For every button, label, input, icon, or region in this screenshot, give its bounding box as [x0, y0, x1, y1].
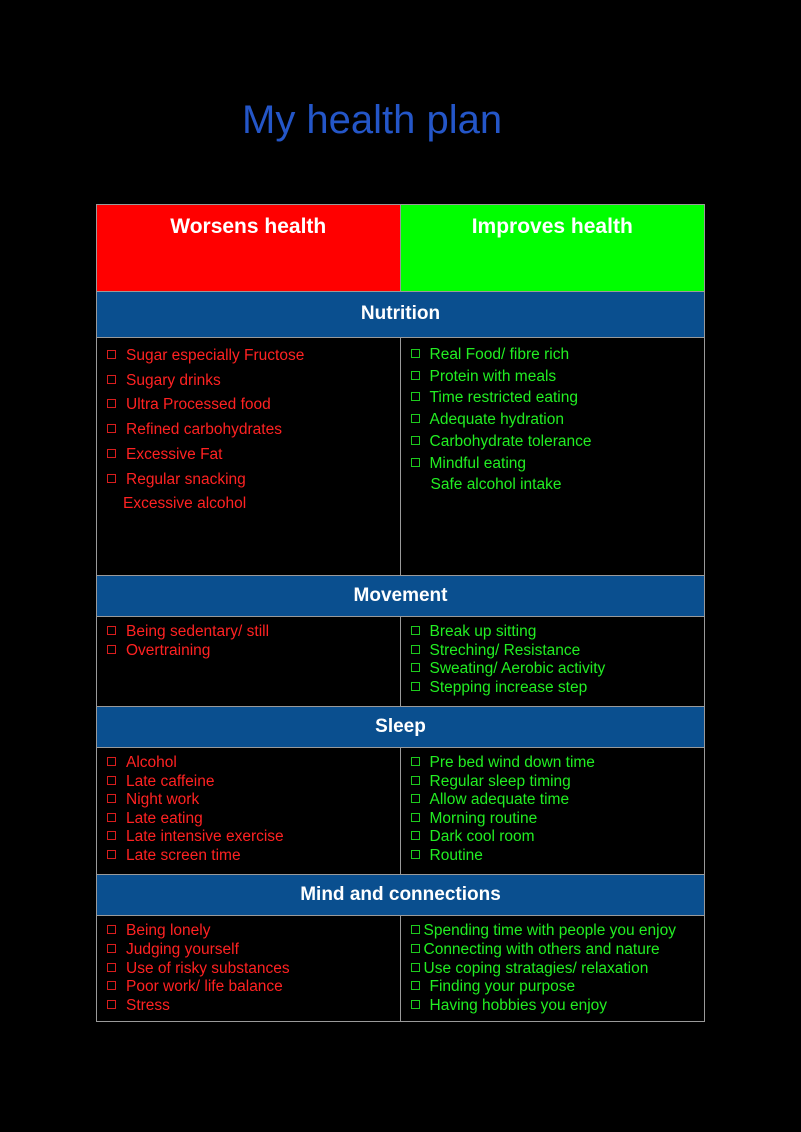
list-item: Protein with meals: [411, 366, 705, 388]
list-item: Break up sitting: [411, 623, 705, 642]
checkbox-icon: [411, 626, 420, 635]
checkbox-icon: [411, 757, 420, 766]
checkbox-icon: [107, 813, 116, 822]
checkbox-icon: [107, 424, 116, 433]
list-item: Night work: [107, 791, 400, 810]
checkbox-icon: [411, 458, 420, 467]
list-item: Overtraining: [107, 642, 400, 661]
list-item: Mindful eating: [411, 453, 705, 475]
checkbox-icon: [411, 663, 420, 672]
list-item: Refined carbohydrates: [107, 418, 400, 443]
list-item: Alcohol: [107, 754, 400, 773]
checkbox-icon: [411, 371, 420, 380]
list-item: Sweating/ Aerobic activity: [411, 660, 705, 679]
page-title: My health plan: [242, 98, 503, 142]
list-item: Pre bed wind down time: [411, 754, 705, 773]
list-item: Stress: [107, 997, 400, 1016]
list-item: Poor work/ life balance: [107, 978, 400, 997]
improves-list-mind: [401, 916, 705, 1021]
checkbox-icon: [107, 981, 116, 990]
list-item: Excessive Fat: [107, 443, 400, 468]
checkbox-icon: [411, 392, 420, 401]
section-header-nutrition: Nutrition: [97, 291, 704, 338]
list-item: Late intensive exercise: [107, 828, 400, 847]
list-item: Being lonely: [107, 922, 400, 941]
list-item: Excessive alcohol: [123, 495, 247, 513]
list-item: Allow adequate time: [411, 791, 705, 810]
checkbox-icon: [107, 399, 116, 408]
list-item: Late screen time: [107, 847, 400, 866]
worsens-health-header: Worsens health: [97, 205, 401, 291]
list-item: Dark cool room: [411, 828, 705, 847]
checkbox-icon: [107, 963, 116, 972]
list-item: Safe alcohol intake: [430, 476, 562, 494]
list-item: Routine: [411, 847, 705, 866]
list-item: Carbohydrate tolerance: [411, 431, 705, 453]
checkbox-icon: [411, 850, 420, 859]
section-header-mind-and-connections: Mind and connections: [97, 874, 704, 916]
list-item: Time restricted eating: [411, 387, 705, 409]
section-header-sleep: Sleep: [97, 706, 704, 748]
checkbox-icon: [411, 436, 420, 445]
section-row-nutrition: [97, 338, 704, 575]
list-item: Stepping increase step: [411, 679, 705, 698]
improves-list-sleep: [401, 748, 705, 874]
list-item: Sugary drinks: [107, 369, 400, 394]
checkbox-icon: [107, 626, 116, 635]
section-row-sleep: [97, 748, 704, 874]
checkbox-icon: [107, 350, 116, 359]
list-item: Use coping stratagies/ relaxation: [411, 960, 705, 979]
worsens-list-movement: [97, 617, 401, 706]
improves-health-header: Improves health: [401, 205, 705, 291]
list-item: Adequate hydration: [411, 409, 705, 431]
list-item: Real Food/ fibre rich: [411, 344, 705, 366]
list-item: Morning routine: [411, 810, 705, 829]
checkbox-icon: [107, 474, 116, 483]
checkbox-icon: [411, 944, 420, 953]
checkbox-icon: [411, 776, 420, 785]
health-plan-table: [96, 204, 705, 1022]
worsens-list-mind: [97, 916, 401, 1021]
checkbox-icon: [107, 944, 116, 953]
list-item: Late caffeine: [107, 773, 400, 792]
list-item: Use of risky substances: [107, 960, 400, 979]
worsens-list-sleep: [97, 748, 401, 874]
list-item: Having hobbies you enjoy: [411, 997, 705, 1016]
checkbox-icon: [107, 449, 116, 458]
checkbox-icon: [107, 850, 116, 859]
checkbox-icon: [107, 925, 116, 934]
checkbox-icon: [411, 1000, 420, 1009]
list-item: Late eating: [107, 810, 400, 829]
improves-list-movement: [401, 617, 705, 706]
list-item: Sugar especially Fructose: [107, 344, 400, 369]
checkbox-icon: [411, 813, 420, 822]
worsens-list-nutrition: [97, 338, 401, 575]
checkbox-icon: [107, 1000, 116, 1009]
list-item: Finding your purpose: [411, 978, 705, 997]
list-item: Regular snacking: [107, 468, 400, 493]
checkbox-icon: [107, 776, 116, 785]
checkbox-icon: [411, 414, 420, 423]
section-header-movement: Movement: [97, 575, 704, 617]
checkbox-icon: [411, 349, 420, 358]
checkbox-icon: [411, 981, 420, 990]
header-row: [97, 205, 704, 291]
checkbox-icon: [107, 757, 116, 766]
checkbox-icon: [107, 375, 116, 384]
checkbox-icon: [107, 831, 116, 840]
list-item: Regular sleep timing: [411, 773, 705, 792]
checkbox-icon: [411, 645, 420, 654]
checkbox-icon: [107, 794, 116, 803]
list-item: Streching/ Resistance: [411, 642, 705, 661]
checkbox-icon: [411, 963, 420, 972]
list-item: Spending time with people you enjoy: [411, 922, 705, 941]
section-row-mind-and-connections: [97, 916, 704, 1021]
section-row-movement: [97, 617, 704, 706]
checkbox-icon: [411, 831, 420, 840]
improves-list-nutrition: [401, 338, 705, 575]
checkbox-icon: [411, 794, 420, 803]
list-item: Judging yourself: [107, 941, 400, 960]
checkbox-icon: [107, 645, 116, 654]
checkbox-icon: [411, 925, 420, 934]
list-item: Ultra Processed food: [107, 393, 400, 418]
list-item: Connecting with others and nature: [411, 941, 705, 960]
list-item: Being sedentary/ still: [107, 623, 400, 642]
checkbox-icon: [411, 682, 420, 691]
